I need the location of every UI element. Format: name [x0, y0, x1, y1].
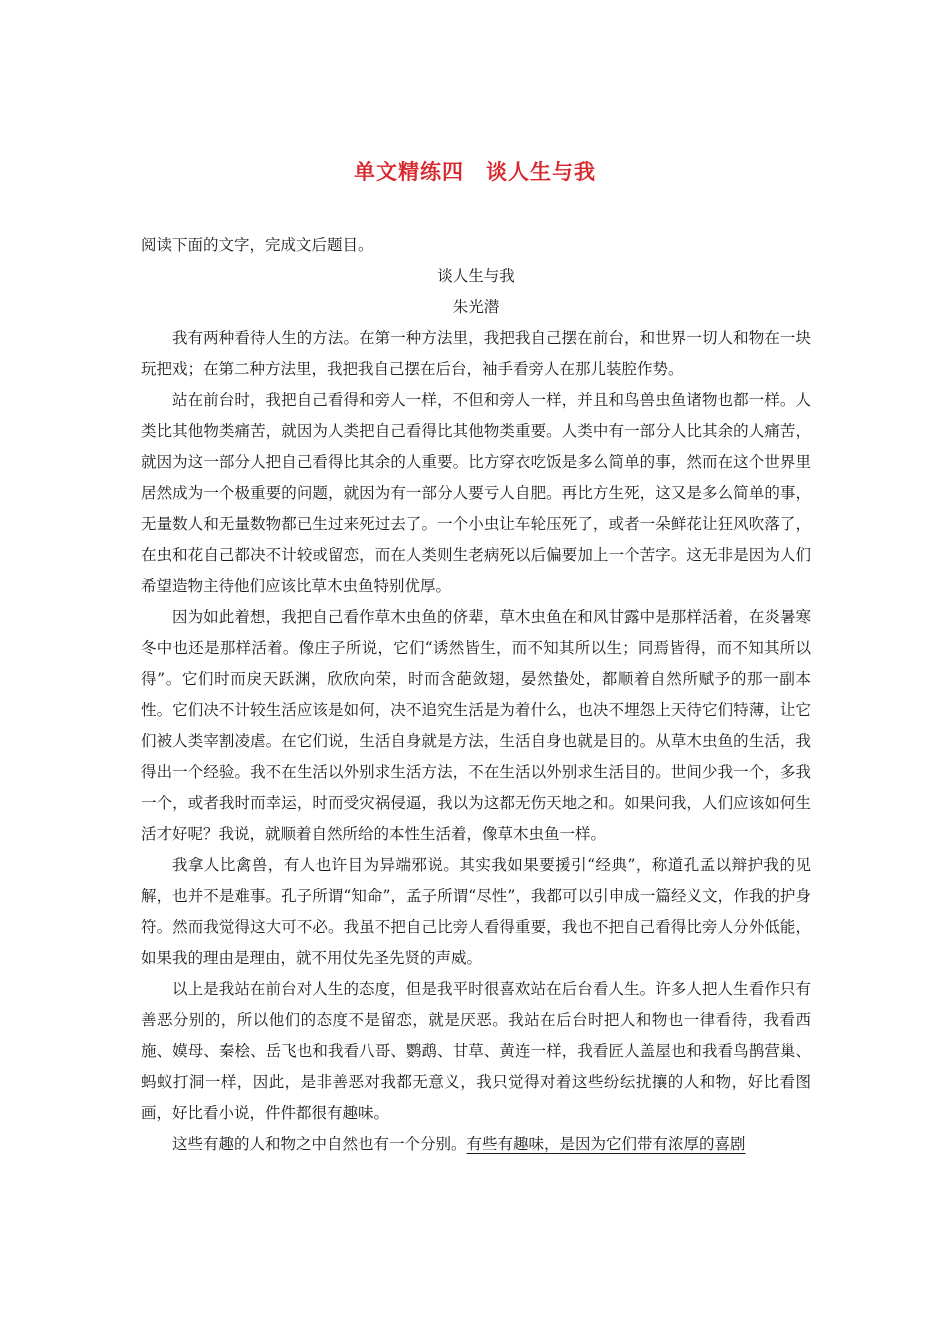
- paragraph-text: 这些有趣的人和物之中自然也有一个分别。: [172, 1135, 467, 1153]
- essay-title: 谈人生与我: [437, 267, 515, 285]
- reading-instruction: 阅读下面的文字，完成文后题目。: [141, 236, 374, 254]
- essay-paragraph: 站在前台时，我把自己看得和旁人一样，不但和旁人一样，并且和鸟兽虫鱼诸物也都一样。人类比其他物类痛苦，就因为人类把自己看得比其他物类重要。人类中有一部分人比其余的人痛苦，就因为这一部分人把自己看得比其余的人重要。比方穿衣吃饭是多么简单的事，然而在这个世界里居然成为一个极重要的问题，就因为有一部分人要亏人自肥。再比方生死，这又是多么简单的事，无量数人和无量数物都已生过来死过去了。一个小虫让车轮压死了，或者一朵鲜花让狂风吹落了，在虫和花自己都决不计较或留恋，而在人类则生老病死以后偏要加上一个苦字。这无非是因为人们希望造物主待他们应该比草木虫鱼特别优厚。: [141, 391, 811, 595]
- underlined-sentence: 有些有趣味，是因为它们带有浓厚的喜剧: [466, 1135, 746, 1153]
- essay-author: 朱光潜: [452, 298, 500, 316]
- essay-paragraph-last: [141, 1129, 811, 1160]
- essay-paragraph: 因为如此着想，我把自己看作草木虫鱼的侪辈，草木虫鱼在和风甘露中是那样活着，在炎暑寒冬中也还是那样活着。像庄子所说，它们“诱然皆生，而不知其所以生；同焉皆得，而不知其所以得”。它们时而戾天跃渊，欣欣向荣，时而含葩敛翅，晏然蛰处，都顺着自然所赋予的那一副本性。它们决不计较生活应该是如何，决不追究生活是为着什么，也决不埋怨上天待它们特薄，让它们被人类宰割凌虐。在它们说，生活自身就是方法，生活自身也就是目的。从草木虫鱼的生活，我得出一个经验。我不在生活以外别求生活方法，不在生活以外别求生活目的。世间少我一个，多我一个，或者我时而幸运，时而受灾祸侵逼，我以为这都无伤天地之和。如果问我，人们应该如何生活才好呢？我说，就顺着自然所给的本性生活着，像草木虫鱼一样。: [141, 608, 811, 843]
- essay-paragraph: 以上是我站在前台对人生的态度，但是我平时很喜欢站在后台看人生。许多人把人生看作只有善恶分别的，所以他们的态度不是留恋，就是厌恶。我站在后台时把人和物也一律看待，我看西施、嫫母、秦桧、岳飞也和我看八哥、鹦鹉、甘草、黄连一样，我看匠人盖屋也和我看鸟鹊营巢、蚂蚁打洞一样，因此，是非善恶对我都无意义，我只觉得对着这些纷纭扰攘的人和物，好比看图画，好比看小说，件件都很有趣味。: [141, 980, 811, 1122]
- essay-paragraph: 我有两种看待人生的方法。在第一种方法里，我把我自己摆在前台，和世界一切人和物在一块玩把戏；在第二种方法里，我把我自己摆在后台，袖手看旁人在那儿装腔作势。: [141, 329, 811, 378]
- document-title: 单文精练四 谈人生与我: [354, 159, 596, 184]
- essay-paragraph: 我拿人比禽兽，有人也许目为异端邪说。其实我如果要援引“经典”，称道孔孟以辩护我的见解，也并不是难事。孔子所谓“知命”，孟子所谓“尽性”，我都可以引申成一篇经义文，作我的护身符。然而我觉得这大可不必。我虽不把自己比旁人看得重要，我也不把自己看得比旁人分外低能，如果我的理由是理由，就不用仗先圣先贤的声威。: [141, 856, 811, 967]
- document-body: [141, 230, 811, 1160]
